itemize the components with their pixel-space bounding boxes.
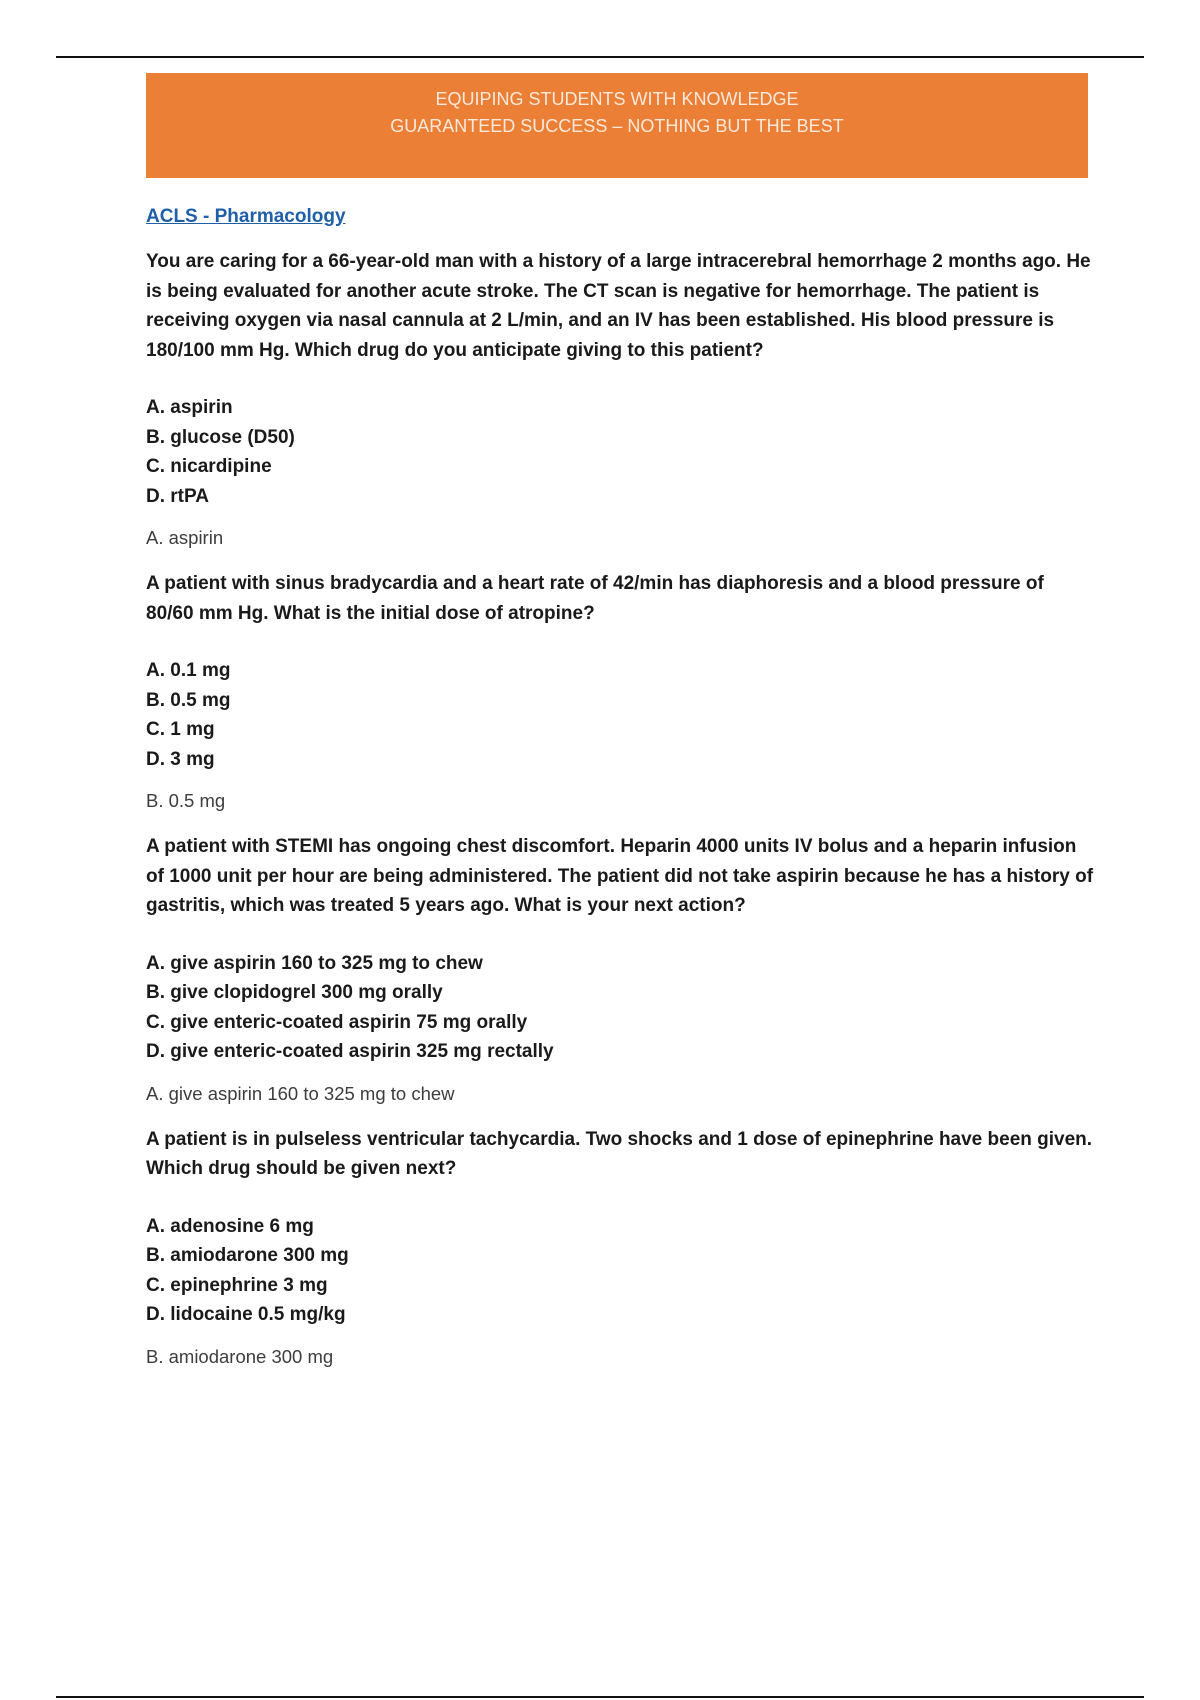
answer-text: B. 0.5 mg — [146, 790, 226, 811]
options-list — [146, 949, 1096, 1067]
question-block-3 — [146, 832, 1096, 1108]
section-title-wrap — [146, 203, 1096, 231]
bottom-rule — [56, 1696, 1144, 1698]
banner-line-2: GUARANTEED SUCCESS – NOTHING BUT THE BEST — [390, 116, 844, 136]
option-b: B. glucose (D50) — [146, 426, 295, 448]
question-text: A patient with STEMI has ongoing chest discomfort. Heparin 4000 units IV bolus and a heparin infusion of 1000 unit per hour are being administered. The patient did not take aspirin because he has a history of gastritis, which was treated 5 years ago. What is your next action? — [146, 836, 1094, 916]
question-text: You are caring for a 66-year-old man with a history of a large intracerebral hemorrhage 2 months ago. He is being evaluated for another acute stroke. The CT scan is negative for hemorrhage. The patient is receiving oxygen via nasal cannula at 2 L/min, and an IV has been established. His blood pressure is 180/100 mm Hg. Which drug do you anticipate giving to this patient? — [146, 251, 1091, 361]
options-list — [146, 656, 1096, 774]
option-d: D. give enteric-coated aspirin 325 mg rectally — [146, 1041, 554, 1062]
question-block-1 — [146, 247, 1096, 552]
option-b: B. amiodarone 300 mg — [146, 1245, 349, 1266]
document-body — [146, 203, 1096, 1371]
section-title-link[interactable]: ACLS - Pharmacology — [146, 206, 346, 227]
question-text: A patient is in pulseless ventricular tachycardia. Two shocks and 1 dose of epinephrine have been given. Which drug should be given next? — [146, 1128, 1093, 1179]
answer-text: A. give aspirin 160 to 325 mg to chew — [146, 1082, 455, 1104]
option-a: A. give aspirin 160 to 325 mg to chew — [146, 952, 483, 974]
option-d: D. rtPA — [146, 485, 209, 507]
option-c: C. 1 mg — [146, 719, 215, 740]
question-block-4 — [146, 1125, 1096, 1371]
answer-text: B. amiodarone 300 mg — [146, 1345, 334, 1367]
header-banner — [146, 73, 1088, 178]
options-list — [146, 1212, 1096, 1330]
question-text: A patient with sinus bradycardia and a heart rate of 42/min has diaphoresis and a blood pressure of 80/60 mm Hg. What is the initial dose of atropine? — [146, 573, 1044, 624]
options-list — [146, 393, 1096, 511]
option-d: D. 3 mg — [146, 748, 215, 770]
option-b: B. give clopidogrel 300 mg orally — [146, 982, 443, 1003]
option-d: D. lidocaine 0.5 mg/kg — [146, 1304, 346, 1325]
question-block-2 — [146, 569, 1096, 815]
answer-text: A. aspirin — [146, 527, 224, 548]
banner-line-1: EQUIPING STUDENTS WITH KNOWLEDGE — [435, 89, 799, 109]
top-rule — [56, 56, 1144, 58]
option-c: C. give enteric-coated aspirin 75 mg orally — [146, 1011, 528, 1033]
option-b: B. 0.5 mg — [146, 689, 231, 711]
option-a: A. aspirin — [146, 397, 233, 418]
option-c: C. epinephrine 3 mg — [146, 1274, 328, 1296]
option-a: A. 0.1 mg — [146, 660, 231, 681]
option-c: C. nicardipine — [146, 456, 272, 477]
option-a: A. adenosine 6 mg — [146, 1215, 314, 1237]
